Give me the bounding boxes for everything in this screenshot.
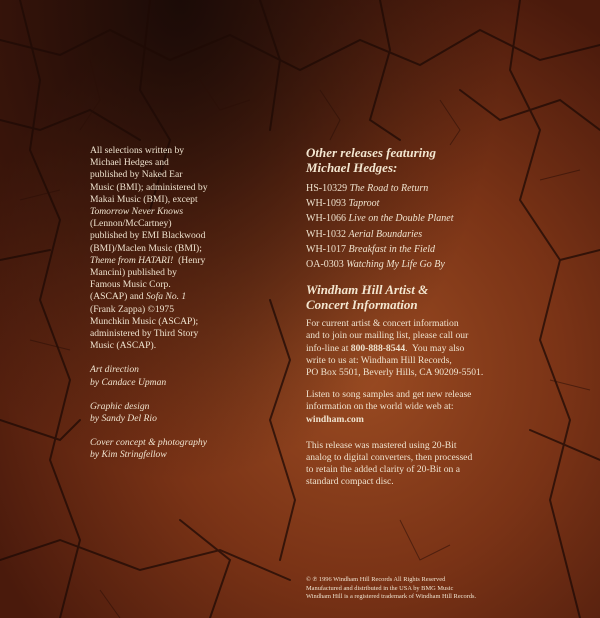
staff-name: by Kim Stringfellow — [90, 449, 167, 461]
release-title: Aerial Boundaries — [348, 228, 423, 240]
catalog-number: HS-10329 — [306, 183, 348, 194]
credit-line: published by Naked Ear — [90, 169, 183, 181]
credit-line: published by EMI Blackwood — [90, 230, 206, 242]
phone-number: 800-888-8544 — [350, 342, 406, 354]
other-releases-heading — [306, 145, 526, 175]
trademark-line: Windham Hill is a registered trademark of Windham Hill Records. — [306, 593, 477, 601]
distribution-line: Manufactured and distributed in the USA by BMG Music — [306, 584, 454, 592]
text-line: This release was mastered using 20-Bit — [306, 439, 457, 451]
copyright-line: © ℗ 1996 Windham Hill Records All Rights Reserved — [306, 576, 446, 583]
release-title: Watching My Life Go By — [346, 259, 445, 271]
catalog-number: WH-1093 — [306, 198, 346, 210]
credit-line: All selections written by — [90, 145, 185, 156]
credit-line: (Henry — [173, 254, 206, 266]
staff-credit-art-direction — [90, 364, 260, 388]
heading-line: Michael Hedges: — [306, 160, 398, 175]
text-line: . You may also — [405, 342, 465, 354]
release-title: Breakfast in the Field — [348, 243, 436, 255]
credit-line: Music (BMI); administered by — [90, 181, 208, 193]
mastering-paragraph — [306, 440, 526, 489]
release-title: Live on the Double Planet — [348, 213, 454, 225]
text-line: info-line at — [306, 342, 351, 354]
text-line: information on the world wide web at: — [306, 401, 454, 413]
staff-credit-photography — [90, 437, 260, 461]
web-paragraph — [306, 389, 526, 426]
credit-line: (BMI)/Maclen Music (BMI); — [90, 242, 202, 254]
text-line: analog to digital converters, then processed — [306, 452, 473, 464]
text-line: and to join our mailing list, please call our — [306, 330, 469, 342]
catalog-number: WH-1066 — [306, 213, 346, 225]
catalog-number: OA-0303 — [306, 259, 344, 271]
list-item — [306, 242, 526, 257]
credit-line: (ASCAP) and — [90, 291, 146, 303]
list-item — [306, 211, 526, 226]
credit-song-title: Theme from HATARI! — [90, 254, 174, 266]
release-list — [306, 181, 526, 272]
credits-column — [90, 145, 260, 462]
credit-line: Makai Music (BMI), except — [90, 193, 198, 205]
info-column — [306, 145, 526, 499]
release-title: Taproot — [348, 198, 380, 210]
credit-line: (Frank Zappa) ©1975 — [90, 303, 175, 315]
text-line: write to us at: Windham Hill Records, — [306, 354, 452, 366]
heading-line: Other releases featuring — [306, 145, 436, 160]
credit-line: Mancini) published by — [90, 267, 177, 279]
credit-line: Munchkin Music (ASCAP); — [90, 315, 199, 327]
credit-line: Famous Music Corp. — [90, 279, 171, 291]
staff-role: Cover concept & photography — [90, 437, 207, 449]
staff-name: by Candace Upman — [90, 376, 167, 388]
text-line: For current artist & concert information — [306, 318, 459, 330]
heading-line: Concert Information — [306, 297, 418, 313]
credit-line: Michael Hedges and — [90, 157, 169, 169]
credit-line: administered by Third Story — [90, 328, 199, 340]
list-item — [306, 257, 526, 272]
credit-song-title: Sofa No. 1 — [145, 291, 187, 303]
heading-line: Windham Hill Artist & — [306, 282, 429, 298]
website-link: windham.com — [306, 413, 364, 425]
artist-info-heading — [306, 282, 526, 312]
text-line: to retain the added clarity of 20-Bit on a — [306, 464, 460, 476]
contact-paragraph — [306, 318, 526, 379]
list-item — [306, 196, 526, 211]
credit-line: (Lennon/McCartney) — [90, 218, 172, 230]
text-line: PO Box 5501, Beverly Hills, CA 90209-5501. — [306, 367, 484, 379]
text-line: standard compact disc. — [306, 476, 394, 488]
staff-credit-graphic-design — [90, 401, 260, 425]
list-item — [306, 181, 526, 196]
legal-notice — [306, 576, 566, 602]
staff-name: by Sandy Del Rio — [90, 413, 157, 425]
catalog-number: WH-1017 — [306, 243, 346, 255]
staff-role: Art direction — [90, 364, 139, 376]
text-line: Listen to song samples and get new release — [306, 389, 472, 401]
catalog-number: WH-1032 — [306, 228, 346, 240]
staff-role: Graphic design — [90, 400, 150, 412]
credit-line: Music (ASCAP). — [90, 340, 157, 352]
release-title: The Road to Return — [349, 183, 429, 194]
list-item — [306, 227, 526, 242]
publishing-credits — [90, 145, 260, 352]
credit-song-title: Tomorrow Never Knows — [90, 206, 184, 218]
